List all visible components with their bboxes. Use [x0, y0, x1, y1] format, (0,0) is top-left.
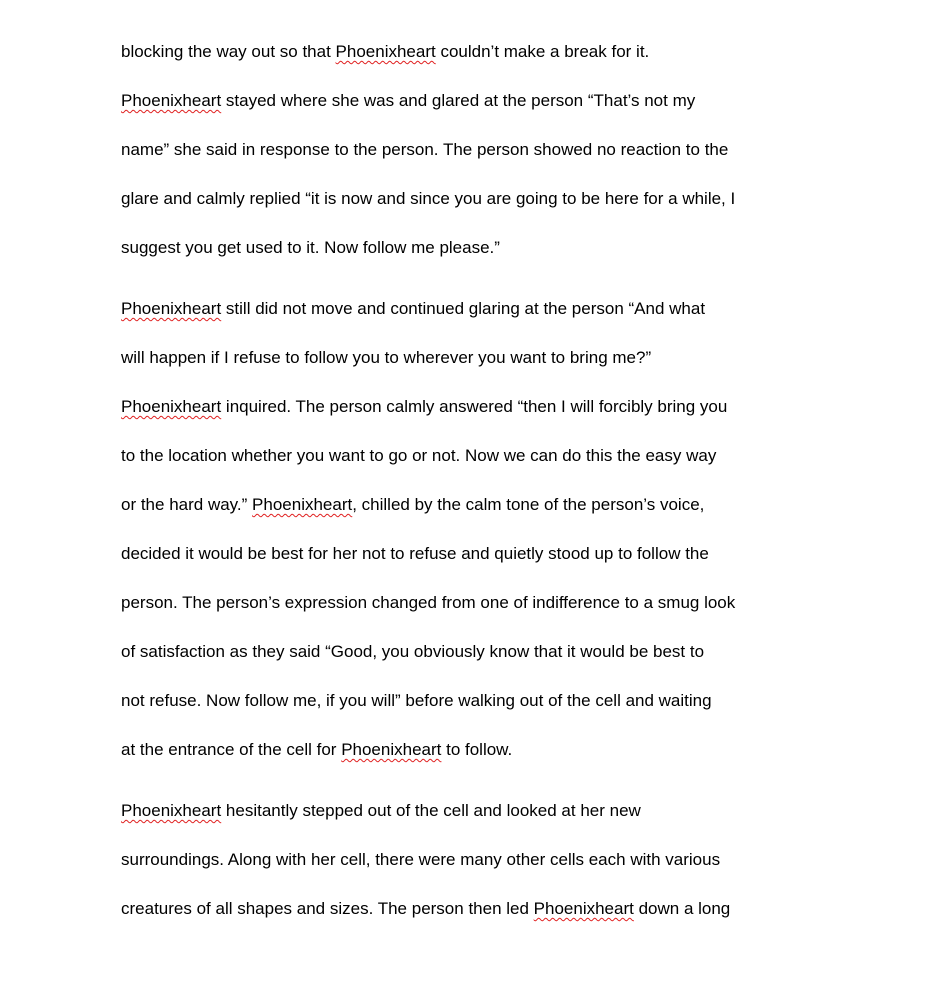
text-line: creatures of all shapes and sizes. The person then led Phoenixheart down a long [121, 899, 731, 918]
text-line: to the location whether you want to go or not. Now we can do this the easy way [121, 446, 717, 465]
text-line: Phoenixheart still did not move and continued glaring at the person “And what [121, 299, 706, 318]
text-line: of satisfaction as they said “Good, you obviously know that it would be best to [121, 642, 705, 661]
text-line: blocking the way out so that Phoenixheart couldn’t make a break for it. [121, 42, 650, 61]
misspelled-word[interactable]: Phoenixheart [341, 740, 442, 759]
text-line: at the entrance of the cell for Phoenixheart to follow. [121, 740, 513, 759]
text-line: decided it would be best for her not to refuse and quietly stood up to follow the [121, 544, 709, 563]
text-line: suggest you get used to it. Now follow me please.” [121, 238, 500, 257]
text-line: or the hard way.” Phoenixheart, chilled by the calm tone of the person’s voice, [121, 495, 705, 514]
misspelled-word[interactable]: Phoenixheart [121, 397, 222, 416]
text-line: name” she said in response to the person. The person showed no reaction to the [121, 140, 729, 159]
misspelled-word[interactable]: Phoenixheart [533, 899, 634, 918]
misspelled-word[interactable]: Phoenixheart [121, 91, 222, 110]
text-line: surroundings. Along with her cell, there were many other cells each with various [121, 850, 721, 869]
misspelled-word[interactable]: Phoenixheart [121, 299, 222, 318]
misspelled-word[interactable]: Phoenixheart [335, 42, 436, 61]
text-line: person. The person’s expression changed from one of indifference to a smug look [121, 593, 736, 612]
text-line: not refuse. Now follow me, if you will” before walking out of the cell and waiting [121, 691, 712, 710]
misspelled-word[interactable]: Phoenixheart [121, 801, 222, 820]
text-line: Phoenixheart hesitantly stepped out of the cell and looked at her new [121, 801, 641, 820]
text-line: will happen if I refuse to follow you to wherever you want to bring me?” [121, 348, 652, 367]
text-line: Phoenixheart stayed where she was and glared at the person “That’s not my [121, 91, 696, 110]
misspelled-word[interactable]: Phoenixheart [252, 495, 353, 514]
text-line: glare and calmly replied “it is now and since you are going to be here for a while, I [121, 189, 736, 208]
text-line: Phoenixheart inquired. The person calmly answered “then I will forcibly bring you [121, 397, 728, 416]
